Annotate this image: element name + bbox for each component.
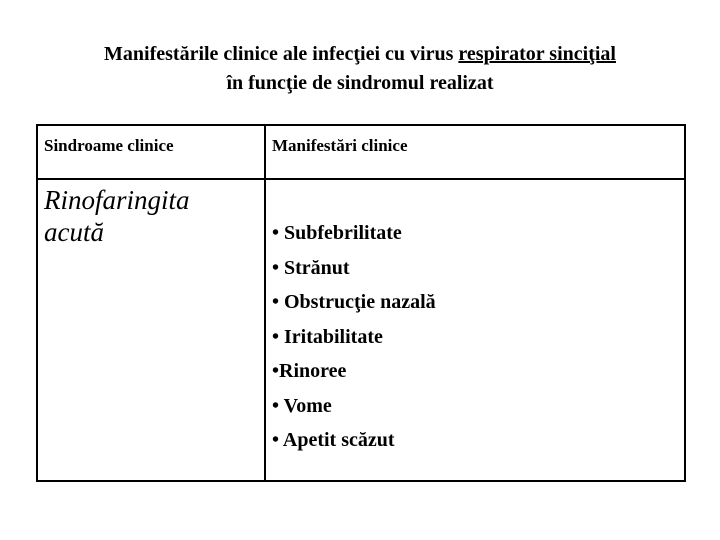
- title-line-1: [0, 40, 720, 69]
- title-line-2: în funcţie de sindromul realizat: [226, 72, 494, 94]
- list-item: • Vome: [272, 394, 332, 417]
- column-divider: [264, 126, 266, 480]
- clinical-table: [36, 124, 686, 482]
- manifestations-list: [272, 216, 436, 458]
- header-divider: [38, 178, 684, 180]
- list-item: • Iritabilitate: [272, 325, 383, 348]
- syndrome-line-2: acută: [44, 217, 104, 247]
- header-syndromes: Sindroame clinice: [44, 136, 174, 155]
- list-item: • Apetit scăzut: [272, 429, 395, 451]
- page-title: [0, 40, 720, 98]
- list-item: • Subfebrilitate: [272, 222, 402, 244]
- list-item: • Strănut: [272, 256, 350, 279]
- title-underlined-text: respirator sinciţial: [458, 43, 616, 65]
- title-line-1-text: Manifestările clinice ale infecţiei cu virus: [104, 43, 459, 65]
- list-item: • Obstrucţie nazală: [272, 291, 436, 313]
- syndrome-line-1: Rinofaringita: [44, 185, 190, 215]
- syndrome-cell: [44, 184, 190, 248]
- list-item: •Rinoree: [272, 360, 347, 382]
- header-manifestations: Manifestări clinice: [272, 136, 408, 155]
